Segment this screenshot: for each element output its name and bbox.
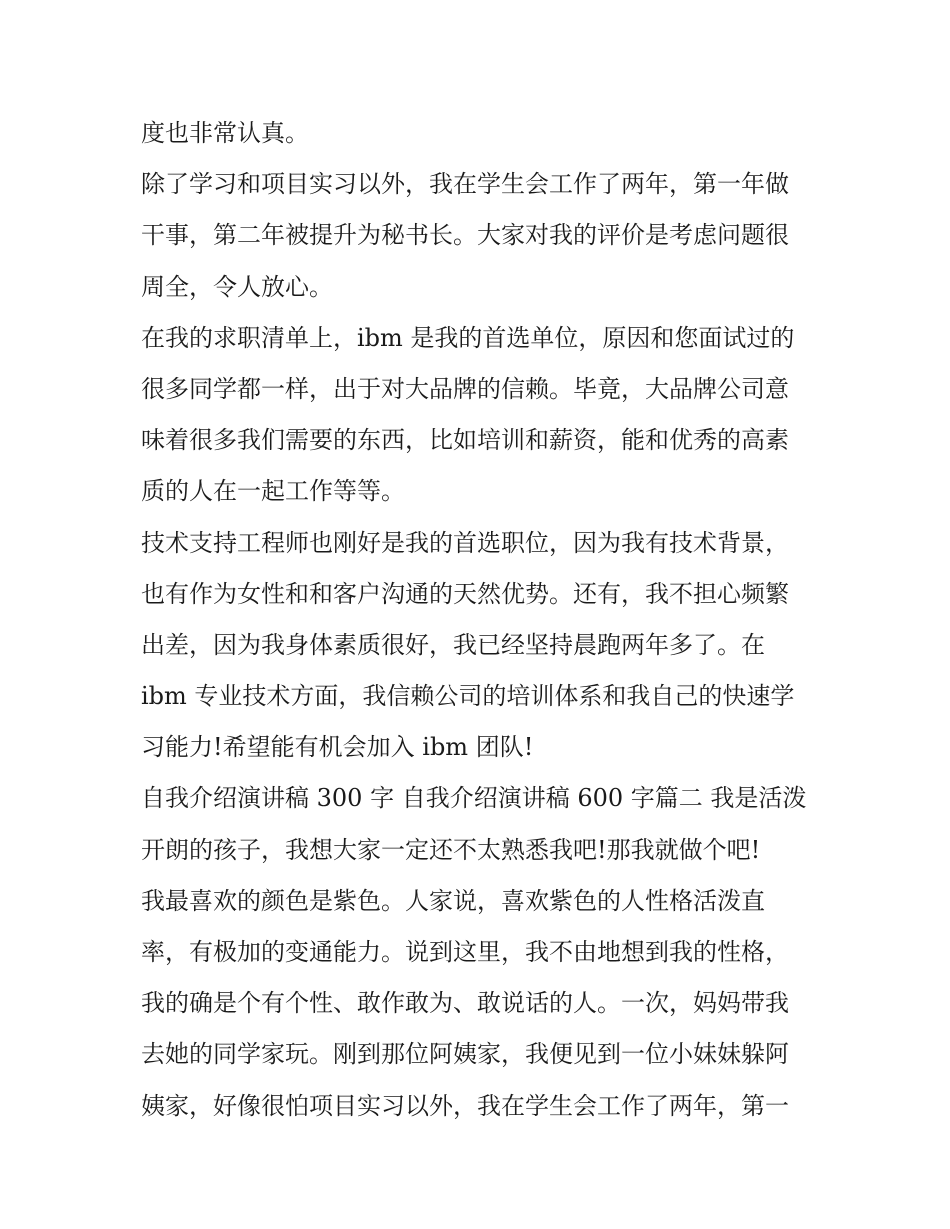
text-line: 除了学习和项目实习以外，我在学生会工作了两年，第一年做 xyxy=(141,170,789,199)
text-line: 度也非常认真。 xyxy=(141,119,309,147)
text-line: 去她的同学家玩。刚到那位阿姨家，我便见到一位小妹妹躲阿 xyxy=(141,1040,789,1069)
text-line: 味着很多我们需要的东西，比如培训和薪资，能和优秀的高素 xyxy=(141,426,789,455)
text-line: 姨家，好像很怕项目实习以外，我在学生会工作了两年，第一 xyxy=(141,1091,789,1120)
text-line: 也有作为女性和和客户沟通的天然优势。还有，我不担心频繁 xyxy=(141,579,789,608)
text-line: 我最喜欢的颜色是紫色。人家说，喜欢紫色的人性格活泼直 xyxy=(141,886,765,915)
text-line: 周全，令人放心。 xyxy=(141,272,333,301)
text-line: 率，有极加的变通能力。说到这里，我不由地想到我的性格， xyxy=(141,938,789,966)
text-line: 出差，因为我身体素质很好，我已经坚持晨跑两年多了。在 xyxy=(141,630,765,659)
text-line: 在我的求职清单上，ibm 是我的首选单位，原因和您面试过的 xyxy=(141,323,795,352)
text-line: 干事，第二年被提升为秘书长。大家对我的评价是考虑问题很 xyxy=(141,221,789,250)
text-line: 技术支持工程师也刚好是我的首选职位，因为我有技术背景， xyxy=(141,528,789,557)
text-line: 自我介绍演讲稿 300 字 自我介绍演讲稿 600 字篇二 我是活泼 xyxy=(141,784,807,813)
text-line: ibm 专业技术方面，我信赖公司的培训体系和我自己的快速学 xyxy=(141,682,795,711)
text-line: 质的人在一起工作等等。 xyxy=(141,477,405,506)
text-line: 习能力!希望能有机会加入 ibm 团队! xyxy=(141,733,534,762)
document-body xyxy=(141,108,821,1132)
text-line: 很多同学都一样，出于对大品牌的信赖。毕竟，大品牌公司意 xyxy=(141,374,789,403)
text-line: 开朗的孩子，我想大家一定还不太熟悉我吧!那我就做个吧! xyxy=(141,835,761,864)
text-line: 我的确是个有个性、敢作敢为、敢说话的人。一次，妈妈带我 xyxy=(141,989,789,1018)
